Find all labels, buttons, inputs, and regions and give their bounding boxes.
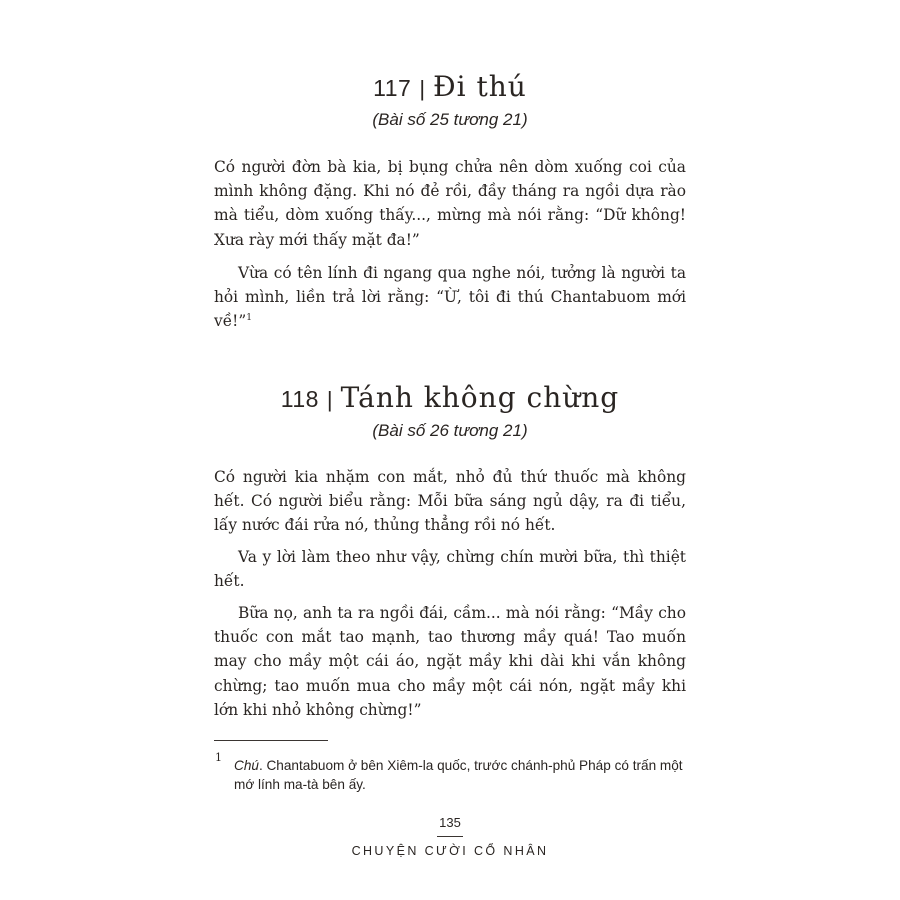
page-number: 135 (439, 815, 461, 830)
footnote-reference: 1 (246, 313, 252, 324)
story-118-paragraph-3: Bữa nọ, anh ta ra ngồi đái, cầm... mà nói rằng: “Mầy cho thuốc con mắt tao mạnh, tao thương mầy quá! Tao muốn may cho mầy một cái áo, ngặt mầy khi dài khi vắn không chừng; tao muốn mua cho mầy một cái nón, ngặt mầy khi lớn khi nhỏ không chừng!” (214, 604, 686, 719)
footnote-body: . Chantabuom ở bên Xiêm-la quốc, trước chánh-phủ Pháp có trấn một mớ lính ma-tà bên ấy. (234, 758, 683, 792)
story-118-paragraph-1: Có người kia nhặm con mắt, nhỏ đủ thứ thuốc mà không hết. Có người biểu rằng: Mỗi bữa sáng ngủ dậy, ra đi tiểu, lấy nước đái rửa nó, thủng thẳng rồi nó hết. (214, 468, 686, 535)
page-number-divider (437, 836, 463, 837)
story-number: 117 (373, 75, 412, 101)
footnote-label: Chú (234, 758, 259, 773)
story-117-heading (0, 70, 900, 103)
story-title: Đi thú (433, 70, 527, 103)
running-title: CHUYỆN CƯỜI CỔ NHÂN (351, 844, 549, 858)
footnote-marker: 1 (215, 751, 222, 764)
paragraph-text: Vừa có tên lính đi ngang qua nghe nói, tưởng là người ta hỏi mình, liền trả lời rằng: “Ừ, tôi đi thú Chantabuom mới về!” (214, 264, 686, 331)
footnote-text (234, 756, 686, 794)
heading-separator: | (326, 387, 333, 412)
story-117-paragraph-1: Có người đờn bà kia, bị bụng chửa nên dòm xuống coi của mình không đặng. Khi nó đẻ rồi, đầy tháng ra ngồi dựa rào mà tiểu, dòm xuống thấy..., mừng mà nói rằng: “Dữ không! Xưa rày mới thấy mặt đa!” (214, 158, 686, 249)
story-number: 118 (280, 386, 319, 412)
footnote-divider (214, 740, 328, 741)
story-title: Tánh không chừng (340, 381, 620, 414)
story-118-heading (0, 381, 900, 414)
heading-separator: | (419, 76, 426, 101)
story-117-subtitle: (Bài số 25 tương 21) (372, 110, 528, 129)
story-118-subtitle: (Bài số 26 tương 21) (372, 421, 528, 440)
story-118-paragraph-2: Va y lời làm theo như vậy, chừng chín mười bữa, thì thiệt hết. (214, 548, 686, 591)
story-117-paragraph-2 (214, 261, 686, 334)
